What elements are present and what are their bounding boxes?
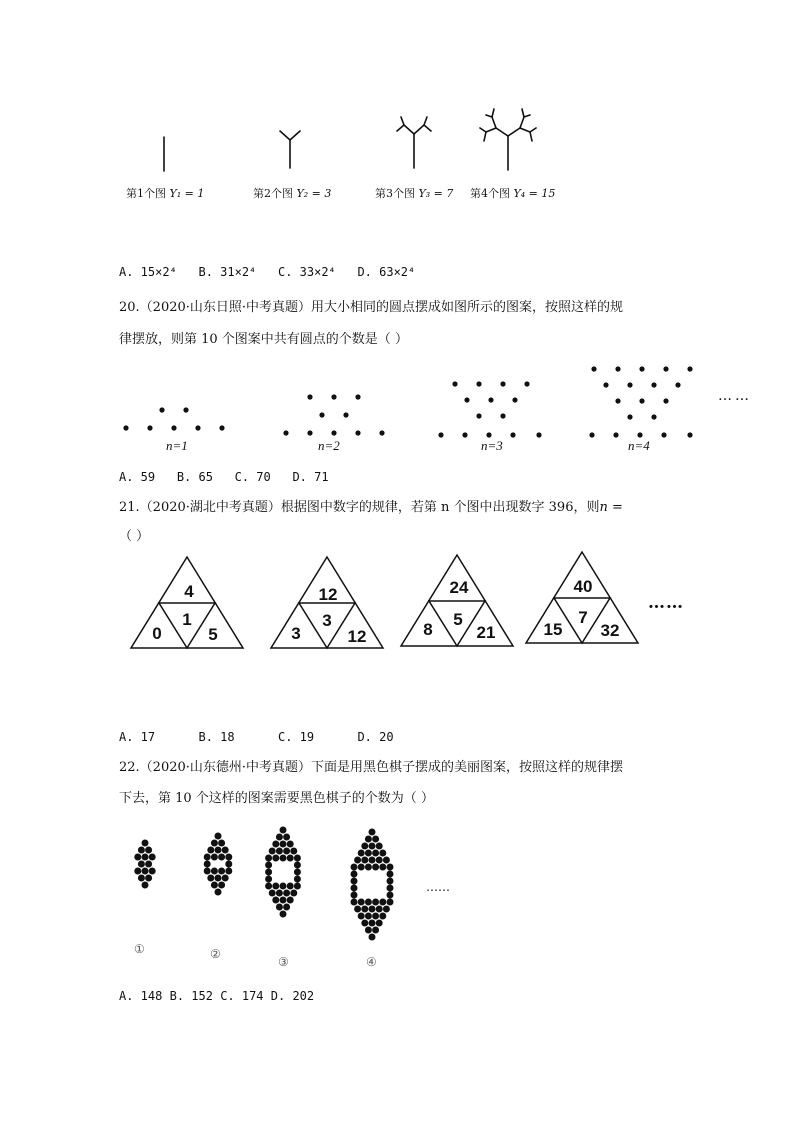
t1-right: 5 <box>208 625 218 644</box>
q22-stem-line1: 22.（2020·山东德州·中考真题）下面是用黑色棋子摆成的美丽图案，按照这样的规律摆 <box>119 760 624 775</box>
chess-piece-3 <box>294 876 301 883</box>
chess-piece-4 <box>351 885 358 892</box>
chess-piece-4 <box>383 857 390 864</box>
t4-left: 15 <box>543 620 563 639</box>
chess-piece-4 <box>376 857 383 864</box>
chess-piece-2 <box>218 882 225 889</box>
chess-piece-3 <box>290 848 297 855</box>
chess-piece-2 <box>218 840 225 847</box>
t4-top: 40 <box>573 577 593 596</box>
q21-option-a[interactable]: A. 17 <box>119 730 156 744</box>
chess-piece-3 <box>280 883 287 890</box>
q20-stem-line2: 律摆放，则第 10 个图案中共有圆点的个数是（ ） <box>119 332 408 347</box>
chess-piece-2 <box>215 847 222 854</box>
chess-label-1: ① <box>134 942 145 956</box>
chess-piece-1 <box>134 868 141 875</box>
chess-piece-1 <box>149 854 156 861</box>
triangle-ellipsis: …… <box>648 593 684 613</box>
chess-piece-1 <box>145 847 152 854</box>
chess-piece-3 <box>287 855 294 862</box>
chess-piece-4 <box>358 913 365 920</box>
chess-piece-3 <box>272 897 279 904</box>
chess-piece-2 <box>211 854 218 861</box>
chess-piece-4 <box>369 920 376 927</box>
chess-piece-3 <box>294 862 301 869</box>
chess-piece-4 <box>376 906 383 913</box>
chess-piece-4 <box>372 899 379 906</box>
chess-piece-1 <box>138 875 145 882</box>
chess-piece-4 <box>369 857 376 864</box>
q20-option-c[interactable]: C. 70 <box>234 470 271 484</box>
chess-piece-3 <box>269 890 276 897</box>
chess-piece-4 <box>358 850 365 857</box>
chess-piece-4 <box>387 871 394 878</box>
t2-middle: 3 <box>322 611 332 630</box>
chess-piece-2 <box>215 875 222 882</box>
dot-label-4: n=4 <box>628 438 650 453</box>
chess-piece-3 <box>287 883 294 890</box>
chess-piece-3 <box>265 869 272 876</box>
chess-piece-1 <box>138 847 145 854</box>
chess-piece-3 <box>283 834 290 841</box>
chess-piece-4 <box>387 885 394 892</box>
chess-piece-2 <box>204 861 211 868</box>
q21-option-b[interactable]: B. 18 <box>198 730 235 744</box>
q22-options <box>119 989 314 1003</box>
q20-stem-line1: 20.（2020·山东日照·中考真题）用大小相同的圆点摆成如图所示的图案，按照这样的规 <box>119 300 624 315</box>
chess-piece-3 <box>272 883 279 890</box>
chess-piece-2 <box>225 854 232 861</box>
chess-piece-3 <box>283 904 290 911</box>
chess-piece-4 <box>376 920 383 927</box>
chess-piece-2 <box>204 854 211 861</box>
chess-piece-4 <box>379 913 386 920</box>
q22-option-a[interactable]: A. 148 <box>119 989 163 1003</box>
q19-option-c[interactable]: C. 33×2⁴ <box>277 265 336 279</box>
chess-piece-4 <box>351 878 358 885</box>
tree-caption-3: 第3个图 Y₃ = 7 <box>375 187 454 200</box>
chess-piece-4 <box>351 871 358 878</box>
chess-piece-4 <box>365 913 372 920</box>
chess-piece-4 <box>361 843 368 850</box>
t3-right: 21 <box>476 623 496 642</box>
chess-piece-1 <box>142 868 149 875</box>
t1-middle: 1 <box>182 610 192 629</box>
t3-left: 8 <box>423 620 433 639</box>
chess-piece-3 <box>265 855 272 862</box>
q22-option-c[interactable]: C. 174 <box>220 989 264 1003</box>
chess-piece-3 <box>280 855 287 862</box>
chess-piece-2 <box>222 875 229 882</box>
chess-piece-3 <box>294 869 301 876</box>
q19-option-a[interactable]: A. 15×2⁴ <box>119 265 177 279</box>
chess-piece-1 <box>149 868 156 875</box>
chess-piece-2 <box>225 861 232 868</box>
t2-left: 3 <box>291 624 301 643</box>
chess-piece-3 <box>276 834 283 841</box>
chess-piece-3 <box>280 827 287 834</box>
chess-piece-4 <box>358 864 365 871</box>
chess-piece-4 <box>372 913 379 920</box>
chess-piece-3 <box>265 883 272 890</box>
chess-piece-4 <box>361 857 368 864</box>
chess-piece-4 <box>351 864 358 871</box>
q22-stem-line2: 下去，第 10 个这样的图案需要黑色棋子的个数为（ ） <box>119 791 434 806</box>
dot-label-3: n=3 <box>481 438 503 453</box>
chess-piece-2 <box>215 889 222 896</box>
chess-piece-4 <box>365 927 372 934</box>
chess-piece-3 <box>283 890 290 897</box>
chess-piece-3 <box>272 855 279 862</box>
chess-piece-3 <box>276 904 283 911</box>
chess-piece-4 <box>354 857 361 864</box>
q21-option-d[interactable]: D. 20 <box>357 730 394 744</box>
chess-piece-3 <box>283 848 290 855</box>
chess-piece-1 <box>145 861 152 868</box>
chess-piece-2 <box>218 868 225 875</box>
q20-option-d[interactable]: D. 71 <box>292 470 329 484</box>
chess-piece-3 <box>280 841 287 848</box>
chess-piece-4 <box>387 892 394 899</box>
chess-piece-1 <box>142 840 149 847</box>
chess-piece-4 <box>387 878 394 885</box>
dot-label-2: n=2 <box>318 438 340 453</box>
q20-option-b[interactable]: B. 65 <box>176 470 213 484</box>
chess-piece-1 <box>134 854 141 861</box>
tree-caption-1: 第1个图 Y₁ = 1 <box>126 187 205 200</box>
t1-left: 0 <box>152 624 162 643</box>
chess-piece-4 <box>372 864 379 871</box>
q21-stem-line2: （ ） <box>119 529 150 544</box>
chess-piece-4 <box>361 920 368 927</box>
t4-right: 32 <box>600 621 620 640</box>
chess-piece-4 <box>379 850 386 857</box>
chess-piece-3 <box>265 862 272 869</box>
chess-piece-2 <box>211 882 218 889</box>
chess-piece-3 <box>287 897 294 904</box>
chess-piece-3 <box>272 841 279 848</box>
chess-piece-4 <box>372 836 379 843</box>
chess-piece-2 <box>207 875 214 882</box>
chess-piece-2 <box>211 868 218 875</box>
chess-piece-3 <box>276 848 283 855</box>
chess-piece-2 <box>218 854 225 861</box>
chess-piece-4 <box>369 934 376 941</box>
chess-piece-4 <box>376 843 383 850</box>
t2-top: 12 <box>318 585 338 604</box>
chess-ellipsis: …… <box>426 880 450 894</box>
chess-piece-4 <box>383 906 390 913</box>
q22-option-b[interactable]: B. 152 <box>169 989 213 1003</box>
chess-piece-4 <box>365 850 372 857</box>
chess-piece-4 <box>369 829 376 836</box>
chess-piece-4 <box>361 906 368 913</box>
t4-middle: 7 <box>578 608 588 627</box>
chess-piece-2 <box>207 847 214 854</box>
chess-piece-2 <box>222 847 229 854</box>
chess-piece-2 <box>211 840 218 847</box>
chess-piece-4 <box>379 899 386 906</box>
chess-piece-3 <box>280 911 287 918</box>
chess-piece-4 <box>365 899 372 906</box>
q19-option-d[interactable]: D. 63×2⁴ <box>357 265 416 279</box>
chess-piece-3 <box>290 890 297 897</box>
chess-piece-4 <box>365 864 372 871</box>
chess-piece-4 <box>387 864 394 871</box>
t1-top: 4 <box>184 582 194 601</box>
dot-ellipsis: …… <box>718 388 752 404</box>
chess-piece-3 <box>265 876 272 883</box>
t3-top: 24 <box>449 578 469 597</box>
t3-middle: 5 <box>453 610 463 629</box>
chess-piece-4 <box>369 843 376 850</box>
chess-piece-4 <box>365 836 372 843</box>
chess-piece-4 <box>379 864 386 871</box>
q19-option-b[interactable]: B. 31×2⁴ <box>198 265 257 279</box>
q21-option-c[interactable]: C. 19 <box>277 730 315 744</box>
chess-piece-4 <box>372 850 379 857</box>
q22-option-d[interactable]: D. 202 <box>270 989 315 1003</box>
chess-piece-3 <box>276 890 283 897</box>
chess-piece-4 <box>358 899 365 906</box>
dot-label-1: n=1 <box>166 438 188 453</box>
chess-piece-4 <box>387 899 394 906</box>
chess-piece-3 <box>280 897 287 904</box>
q21-stem-line1: 21.（2020·湖北中考真题）根据图中数字的规律，若第 n 个图中出现数字 396，则n = <box>119 500 623 515</box>
chess-piece-2 <box>215 833 222 840</box>
tree-caption-2: 第2个图 Y₂ = 3 <box>253 187 332 200</box>
chess-piece-2 <box>225 868 232 875</box>
chess-piece-1 <box>142 882 149 889</box>
chess-piece-4 <box>351 892 358 899</box>
chess-piece-3 <box>287 841 294 848</box>
chess-piece-4 <box>354 906 361 913</box>
chess-piece-4 <box>372 927 379 934</box>
chess-label-2: ② <box>210 947 221 961</box>
chess-piece-1 <box>145 875 152 882</box>
chess-piece-4 <box>369 906 376 913</box>
chess-piece-1 <box>138 861 145 868</box>
chess-piece-3 <box>294 883 301 890</box>
chess-label-4: ④ <box>366 955 377 969</box>
chess-piece-1 <box>142 854 149 861</box>
chess-piece-2 <box>204 868 211 875</box>
chess-piece-3 <box>294 855 301 862</box>
chess-label-3: ③ <box>278 955 289 969</box>
tree-caption-4: 第4个图 Y₄ = 15 <box>470 187 556 200</box>
chess-piece-4 <box>351 899 358 906</box>
q20-option-a[interactable]: A. 59 <box>119 470 156 484</box>
chess-piece-3 <box>269 848 276 855</box>
t2-right: 12 <box>347 627 367 646</box>
